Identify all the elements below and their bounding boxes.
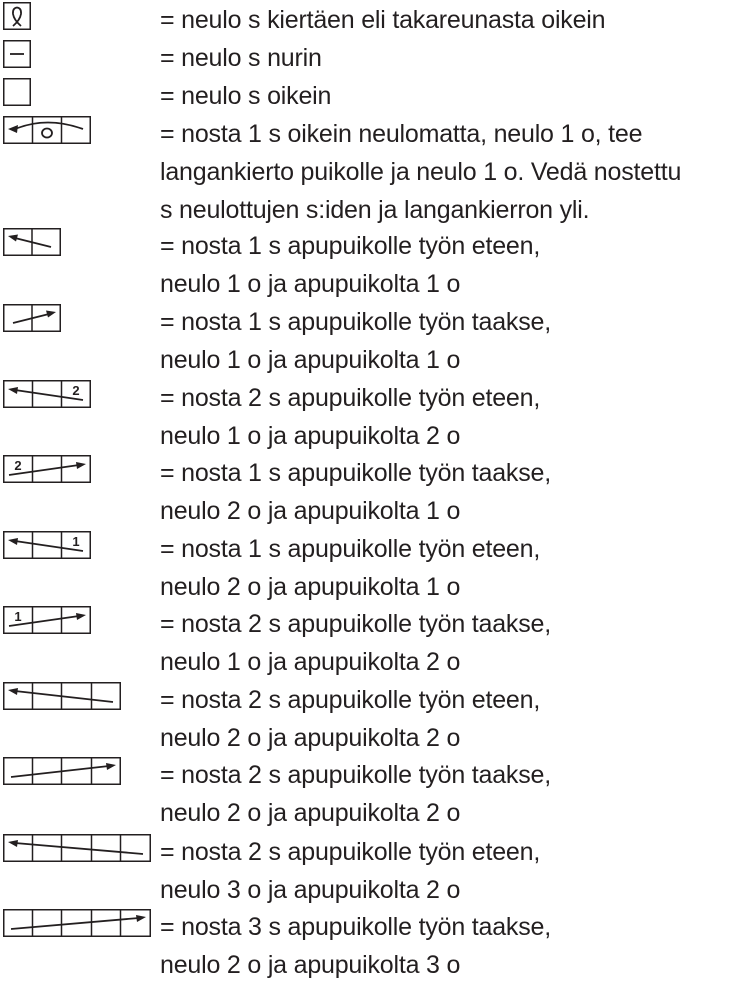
- cable-count-label: 1: [14, 609, 22, 624]
- legend-line: neulo 2 o ja apupuikolta 3 o: [160, 951, 461, 979]
- legend-line: = nosta 1 s apupuikolle työn taakse,: [160, 308, 551, 336]
- legend-line: langankierto puikolle ja neulo 1 o. Vedä nostettu: [160, 158, 682, 186]
- legend-line: neulo 2 o ja apupuikolta 1 o: [160, 573, 461, 601]
- legend-line: neulo 3 o ja apupuikolta 2 o: [160, 876, 461, 904]
- legend-line: = nosta 1 s apupuikolle työn eteen,: [160, 232, 541, 260]
- legend-text: [160, 756, 551, 832]
- cable-2x1-back-icon: [3, 455, 91, 483]
- cable-1x1-back-icon: [3, 304, 61, 332]
- legend-text: [160, 908, 551, 984]
- legend-text: [160, 454, 551, 530]
- legend-text: [160, 39, 322, 77]
- legend-line: = nosta 3 s apupuikolle työn taakse,: [160, 913, 551, 941]
- legend-text: [160, 681, 540, 757]
- legend-text: [160, 605, 551, 681]
- legend-text: [160, 115, 681, 229]
- legend-line: = nosta 2 s apupuikolle työn taakse,: [160, 761, 551, 789]
- arc-yarn-over-icon: [3, 116, 91, 144]
- twisted-knit-icon: [3, 2, 31, 30]
- legend-line: neulo 1 o ja apupuikolta 2 o: [160, 422, 461, 450]
- cable-count-label: 1: [72, 534, 80, 549]
- legend-text: [160, 227, 540, 303]
- cable-2x1-front-icon: [3, 380, 91, 408]
- legend-line: = nosta 2 s apupuikolle työn eteen,: [160, 838, 541, 866]
- cable-2x2-back-icon: [3, 757, 121, 785]
- legend-line: = nosta 2 s apupuikolle työn taakse,: [160, 610, 551, 638]
- legend-line: neulo 1 o ja apupuikolta 1 o: [160, 270, 461, 298]
- legend-line: = neulo s nurin: [160, 44, 322, 72]
- legend-line: neulo 2 o ja apupuikolta 2 o: [160, 724, 461, 752]
- cable-1x1-front-icon: [3, 228, 61, 256]
- legend-line: neulo 1 o ja apupuikolta 2 o: [160, 648, 461, 676]
- legend-text: [160, 77, 331, 115]
- legend-line: = neulo s kiertäen eli takareunasta oikein: [160, 6, 606, 34]
- legend-line: neulo 2 o ja apupuikolta 1 o: [160, 497, 461, 525]
- legend-line: s neulottujen s:iden ja langankierron yli.: [160, 196, 590, 224]
- legend-line: neulo 1 o ja apupuikolta 1 o: [160, 346, 461, 374]
- empty-square-icon: [3, 78, 31, 106]
- purl-dash-icon: [3, 40, 31, 68]
- legend-line: neulo 2 o ja apupuikolta 2 o: [160, 799, 461, 827]
- cable-count-label: 2: [72, 383, 80, 398]
- legend-text: [160, 530, 540, 606]
- legend-line: = nosta 2 s apupuikolle työn eteen,: [160, 686, 541, 714]
- legend-text: [160, 833, 540, 909]
- legend-line: = neulo s oikein: [160, 82, 332, 110]
- legend-text: [160, 379, 540, 455]
- cable-1x2-front-icon: [3, 531, 91, 559]
- legend-text: [160, 303, 551, 379]
- cable-1x2-back-icon: [3, 606, 91, 634]
- legend-line: = nosta 1 s apupuikolle työn taakse,: [160, 459, 551, 487]
- cable-2x2-front-icon: [3, 682, 121, 710]
- legend-line: = nosta 1 s oikein neulomatta, neulo 1 o, tee: [160, 120, 643, 148]
- legend-line: = nosta 2 s apupuikolle työn eteen,: [160, 384, 541, 412]
- cable-3x2-back-icon: [3, 909, 151, 937]
- legend-text: [160, 1, 605, 39]
- cable-count-label: 2: [14, 458, 22, 473]
- cable-3x2-front-icon: [3, 834, 151, 862]
- legend-line: = nosta 1 s apupuikolle työn eteen,: [160, 535, 541, 563]
